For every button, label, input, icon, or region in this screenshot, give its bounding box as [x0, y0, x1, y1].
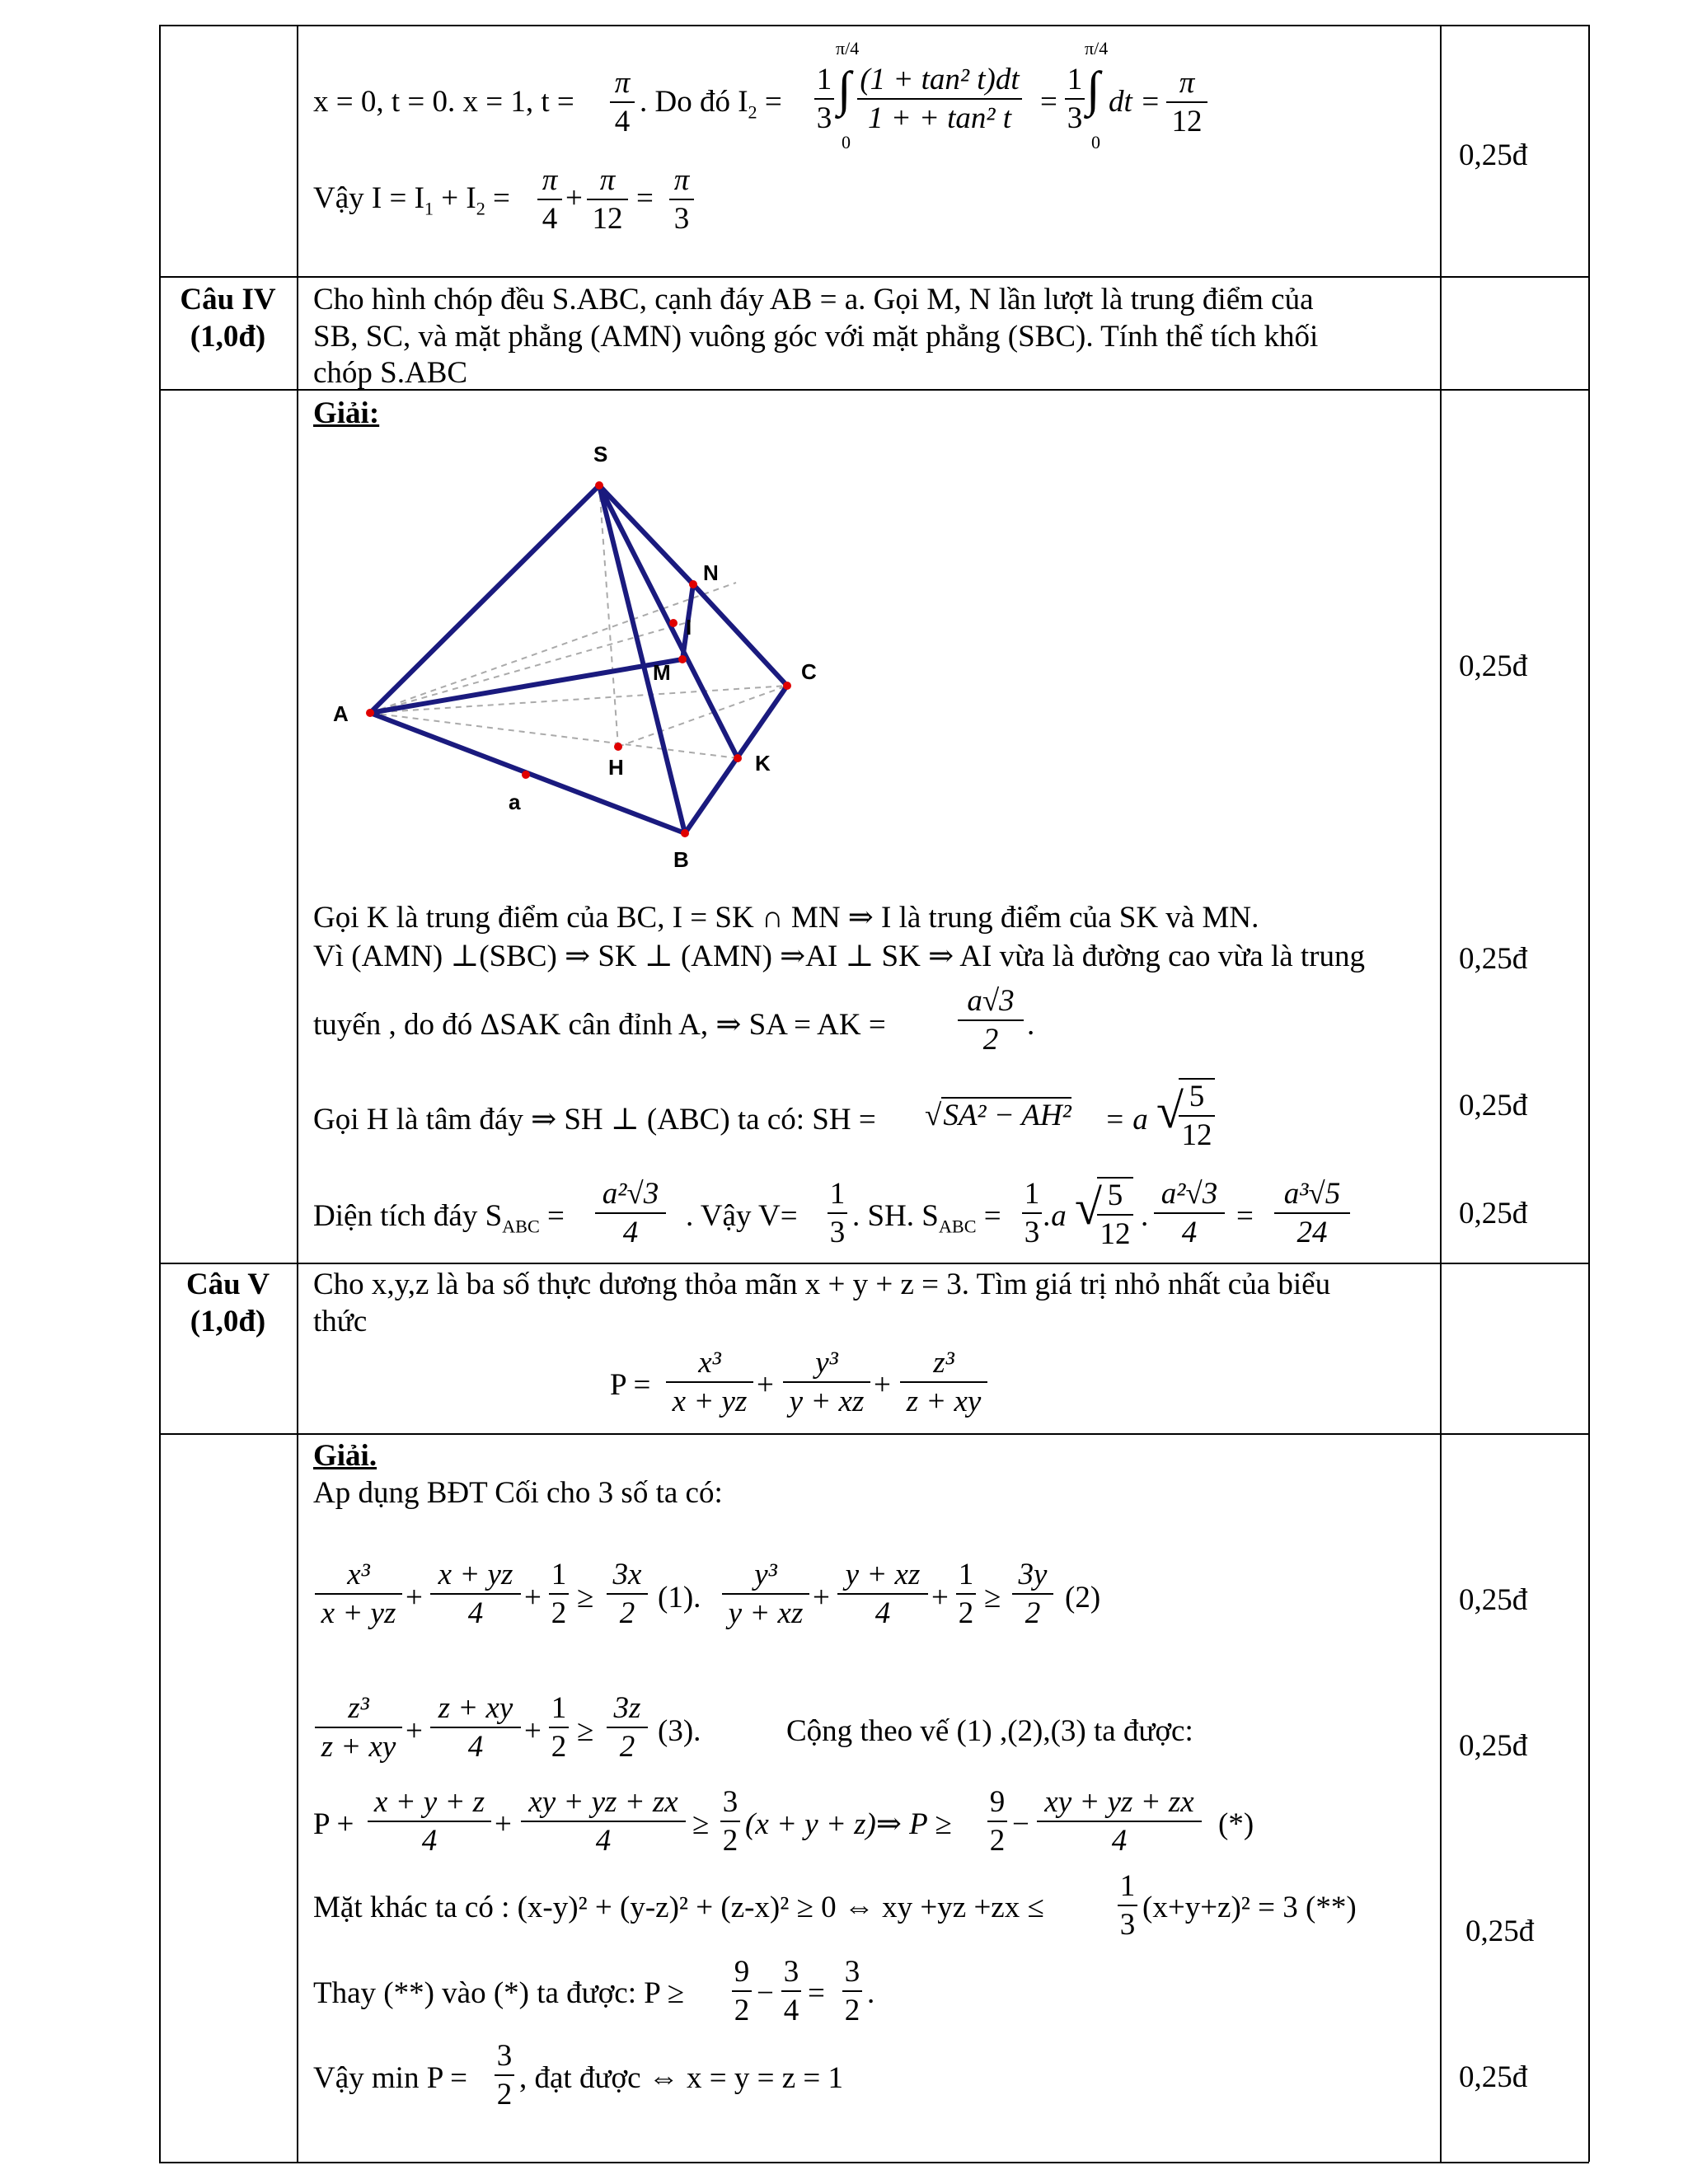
- fraction: 5 12: [1097, 1177, 1133, 1249]
- point-h: [614, 743, 622, 751]
- plus-sign: +: [757, 1368, 774, 1402]
- problem-line: SB, SC, và mặt phẳng (AMN) vuông góc với mặt phẳng (SBC). Tính thể tích khối: [313, 320, 1319, 354]
- integral-sign-icon: ∫: [837, 62, 851, 116]
- table-rule: [159, 1433, 1589, 1435]
- fraction: x³ x + yz: [666, 1347, 753, 1417]
- hidden-edge: [618, 686, 787, 747]
- period: .: [1027, 1008, 1035, 1042]
- fraction: 1 3: [1065, 64, 1085, 134]
- integral-lower-limit: 0: [1091, 132, 1100, 152]
- point-a-mid: [522, 771, 530, 779]
- fraction: y³ y + xz: [783, 1347, 870, 1417]
- fraction: π 3: [669, 165, 694, 234]
- equals-sign: =: [808, 1976, 825, 2010]
- label-i: I: [686, 615, 692, 640]
- fraction: z + xy 4: [430, 1693, 521, 1762]
- question-points: (1,0đ): [190, 1305, 266, 1338]
- fraction: 3 2: [842, 1957, 862, 2026]
- inequality-tag: (1).: [658, 1581, 701, 1615]
- solution-heading: Giải.: [313, 1439, 377, 1473]
- equals-sign: =: [636, 181, 654, 215]
- solution-line: Vậy min P =: [313, 2061, 468, 2095]
- integral-result-text: Vậy $I = I_1 + I_2$ =: [313, 181, 510, 219]
- dt-text: dt =: [1109, 85, 1160, 119]
- plus-sign: +: [524, 1714, 542, 1748]
- volume-sh-text: . SH. $S_{ABC}$ =: [852, 1199, 1001, 1237]
- edge-sk: [599, 485, 738, 758]
- fraction: 1 2: [549, 1693, 569, 1762]
- table-rule: [159, 1263, 1589, 1264]
- plus-sign: +: [406, 1714, 423, 1748]
- score: 0,25đ: [1459, 649, 1528, 683]
- point-c: [783, 682, 791, 690]
- fraction: a²√3 4: [595, 1179, 666, 1248]
- inequality-tag: (3).: [658, 1714, 701, 1748]
- question-label: Câu IV: [180, 283, 276, 316]
- fraction: xy + yz + zx 4: [1037, 1787, 1202, 1856]
- table-border-right: [1588, 25, 1590, 2162]
- minus-sign: −: [1012, 1807, 1029, 1841]
- volume-text: . Vậy V=: [686, 1199, 798, 1233]
- score: 0,25đ: [1459, 1197, 1528, 1230]
- table-rule: [159, 2162, 1589, 2163]
- label-s: S: [593, 442, 608, 466]
- label-b: B: [673, 847, 689, 872]
- fraction: a²√3 4: [1154, 1179, 1225, 1248]
- fraction: a³√5 24: [1274, 1179, 1350, 1248]
- label-k: K: [755, 751, 771, 776]
- p-prefix: P =: [610, 1368, 651, 1402]
- point-n: [689, 580, 697, 588]
- table-divider-2: [1440, 25, 1442, 2162]
- score: 0,25đ: [1459, 1583, 1528, 1617]
- edge-nc: [693, 584, 787, 686]
- fraction: 9 2: [987, 1787, 1007, 1856]
- problem-line: Cho x,y,z là ba số thực dương thỏa mãn x + y + z = 3. Tìm giá trị nhỏ nhất của biểu: [313, 1268, 1331, 1301]
- plus-sign: +: [406, 1581, 423, 1615]
- plus-sign: +: [495, 1807, 512, 1841]
- integral-upper-limit: π/4: [1085, 38, 1109, 59]
- fraction: 3x 2: [607, 1559, 648, 1629]
- equals-sign: =: [1236, 1199, 1254, 1233]
- p-plus-text: P +: [313, 1807, 354, 1841]
- fraction: 5 12: [1179, 1078, 1215, 1151]
- dot-operator: .: [1141, 1199, 1149, 1233]
- geq-sign: ≥: [692, 1807, 710, 1841]
- plus-sign: +: [931, 1581, 949, 1615]
- point-i: [669, 619, 678, 627]
- plus-sign: +: [874, 1368, 891, 1402]
- question-points: (1,0đ): [190, 320, 266, 354]
- solution-line: Diện tích đáy $S_{ABC}$ =: [313, 1199, 565, 1237]
- plus-sign: +: [813, 1581, 830, 1615]
- fraction: π 12: [1166, 68, 1207, 137]
- solution-line: Gọi K là trung điểm của BC, I = SK ∩ MN ⇒ I là trung điểm của SK và MN.: [313, 901, 1259, 935]
- plus-sign: +: [524, 1581, 542, 1615]
- table-rule: [159, 25, 1589, 26]
- fraction: 1 2: [956, 1559, 976, 1629]
- fraction: z³ z + xy: [900, 1347, 987, 1417]
- score: 0,25đ: [1459, 942, 1528, 976]
- fraction: 1 2: [549, 1559, 569, 1629]
- solution-heading: Giải:: [313, 396, 380, 430]
- inequality-tag: (2): [1065, 1581, 1101, 1615]
- fraction: y + xz 4: [837, 1559, 928, 1629]
- fraction: 3z 2: [607, 1693, 648, 1762]
- point-b: [681, 829, 689, 837]
- point-a: [366, 709, 374, 717]
- score: 0,25đ: [1459, 138, 1528, 172]
- fraction: xy + yz + zx 4: [521, 1787, 686, 1856]
- solution-line: Gọi H là tâm đáy ⇒ SH ⊥ (ABC) ta có: SH =: [313, 1103, 876, 1137]
- period: .: [867, 1976, 875, 2010]
- label-n: N: [703, 560, 719, 585]
- point-s: [595, 481, 603, 490]
- score: 0,25đ: [1459, 2060, 1528, 2094]
- sqrt-icon: √: [1075, 1180, 1102, 1235]
- sqrt-expression: √SA² − AH²: [925, 1099, 1071, 1132]
- table-border-left: [159, 25, 161, 2162]
- solution-line: Mặt khác ta có : (x-y)² + (y-z)² + (z-x)² ≥ 0 ⇔ xy +yz +zx ≤: [313, 1891, 1044, 1924]
- fraction: 3 4: [781, 1957, 801, 2026]
- solution-line: Ap dụng BĐT Cối cho 3 số ta có:: [313, 1476, 723, 1510]
- fraction: x + y + z 4: [368, 1787, 491, 1856]
- integral-bounds-text: x = 0, t = 0. x = 1, t =: [313, 85, 574, 119]
- fraction: π 12: [587, 165, 628, 234]
- point-m: [678, 655, 687, 663]
- problem-line: Cho hình chóp đều S.ABC, cạnh đáy AB = a. Gọi M, N lần lượt là trung điểm của: [313, 283, 1314, 316]
- score: 0,25đ: [1459, 1729, 1528, 1763]
- minus-sign: −: [757, 1976, 774, 2010]
- solution-line: Vì (AMN) ⊥(SBC) ⇒ SK ⊥ (AMN) ⇒AI ⊥ SK ⇒ AI vừa là đường cao vừa là trung: [313, 940, 1365, 973]
- point-k: [734, 754, 742, 762]
- label-m: M: [653, 660, 671, 685]
- solution-line: Cộng theo vế (1) ,(2),(3) ta được:: [786, 1714, 1193, 1748]
- pyramid-figure: [313, 429, 857, 874]
- score: 0,25đ: [1459, 1089, 1528, 1122]
- fraction: a√3 2: [958, 986, 1024, 1055]
- visible-edges: [370, 485, 787, 833]
- solution-line: (x+y+z)² = 3 (**): [1142, 1891, 1357, 1924]
- integral-sign-icon: ∫: [1086, 62, 1100, 116]
- label-a: A: [333, 701, 349, 726]
- inequality-tag: (*): [1218, 1807, 1254, 1841]
- geq-sign: ≥: [984, 1581, 1001, 1615]
- volume-a-text: .a: [1043, 1199, 1067, 1233]
- fraction: π 4: [537, 165, 562, 234]
- integral-upper-limit: π/4: [836, 38, 860, 59]
- geq-sign: ≥: [577, 1714, 594, 1748]
- problem-line: chóp S.ABC: [313, 356, 468, 390]
- question-label: Câu V: [185, 1268, 270, 1301]
- integral-lower-limit: 0: [842, 132, 851, 152]
- fraction: z³ z + xy: [315, 1693, 402, 1762]
- label-c: C: [801, 659, 817, 684]
- label-a-length: a: [509, 790, 521, 814]
- fraction: 1 3: [1118, 1871, 1137, 1940]
- fraction: x³ x + yz: [315, 1559, 402, 1629]
- sqrt-icon: √: [1156, 1084, 1184, 1138]
- solution-line: Thay (**) vào (*) ta được: P ≥: [313, 1976, 685, 2010]
- fraction: (1 + tan² t)dt 1 + + tan² t: [857, 64, 1022, 134]
- score: 0,25đ: [1465, 1915, 1535, 1948]
- label-h: H: [608, 755, 624, 780]
- fraction: 3 2: [720, 1787, 740, 1856]
- fraction: y³ y + xz: [722, 1559, 809, 1629]
- fraction: 3 2: [495, 2041, 514, 2110]
- equals-sign: =: [1040, 85, 1057, 119]
- problem-line: thức: [313, 1305, 368, 1338]
- fraction: 9 2: [732, 1957, 752, 2026]
- fraction: 1 3: [828, 1179, 847, 1248]
- geq-sign: ≥: [577, 1581, 594, 1615]
- points: [366, 481, 791, 837]
- summed-inequality-mid: (x + y + z)⇒ P ≥: [745, 1807, 952, 1841]
- fraction: x + yz 4: [430, 1559, 521, 1629]
- table-divider-1: [297, 25, 298, 2162]
- equals-a-text: = a: [1104, 1103, 1148, 1137]
- table-rule: [159, 276, 1589, 278]
- solution-line: tuyến , do đó ΔSAK cân đỉnh A, ⇒ SA = AK =: [313, 1008, 886, 1042]
- fraction: 3y 2: [1012, 1559, 1053, 1629]
- fraction: 1 3: [1022, 1179, 1042, 1248]
- fraction: π 4: [610, 68, 635, 137]
- plus-sign: +: [565, 181, 583, 215]
- integral-do-do-text: . Do đó $I_2$ =: [640, 85, 782, 123]
- fraction: 1 3: [814, 64, 834, 134]
- solution-line: , đạt được ⇔ x = y = z = 1: [519, 2061, 844, 2095]
